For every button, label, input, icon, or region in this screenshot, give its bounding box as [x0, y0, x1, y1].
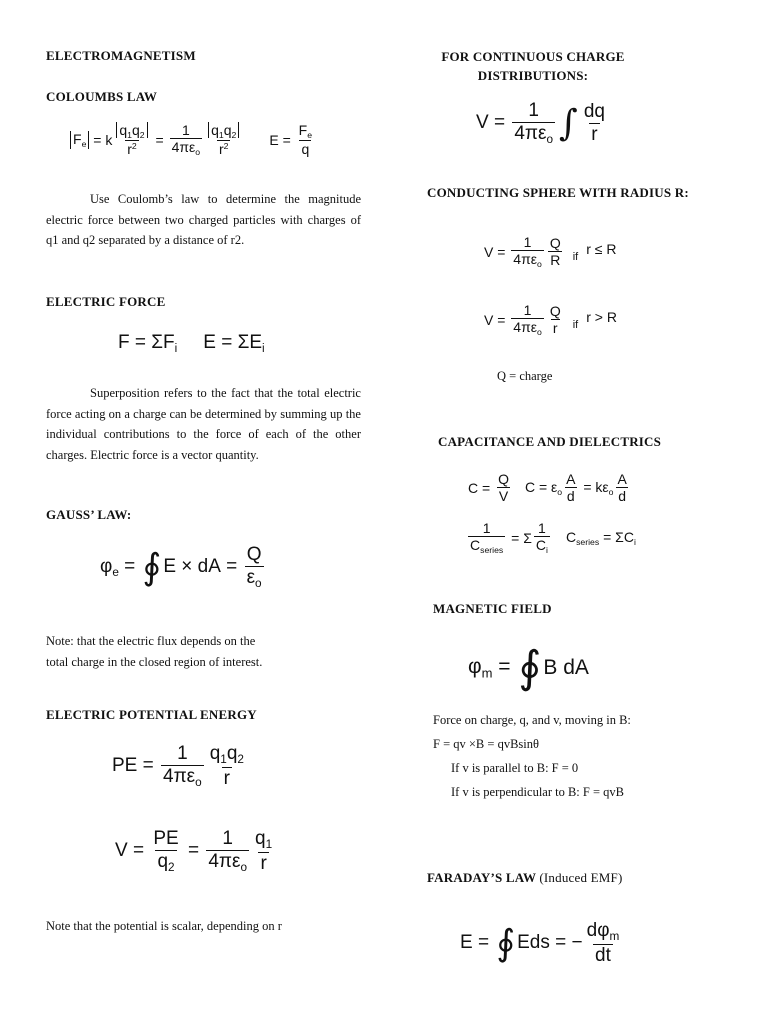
coulomb-description: Use Coulomb’s law to determine the magnitude electric force between two charged particles with charges of q1 and q2 separated by a distance of r2.: [46, 192, 361, 247]
electric-force-formula: $F = \Sigma F_i$ $E = \Sigma E_i$: [118, 332, 265, 356]
magnetic-heading: MAGNETIC FIELD: [433, 601, 552, 616]
sphere-if-2: if: [572, 318, 579, 331]
continuous-heading: [418, 47, 648, 85]
gauss-heading: GAUSS’ LAW:: [46, 507, 132, 522]
electric-force-heading: ELECTRIC FORCE: [46, 294, 166, 309]
faraday-heading: [427, 870, 622, 886]
faraday-heading-sub: (Induced EMF): [539, 870, 623, 885]
continuous-potential-formula: V = $\frac{1}{4\pi\varepsilon_o}$ ∫ $\frac{dq}{r}$: [476, 100, 605, 146]
sphere-formula-inside: V = $\frac{1}{4\pi\varepsilon_o}$ $\frac{Q}{R}$ if r ≤ R: [484, 234, 617, 270]
magnetic-line-1: Force on charge, q, and v, moving in B:: [433, 713, 631, 727]
gauss-note: [46, 631, 376, 672]
potential-note: Note that the potential is scalar, depending on r: [46, 919, 282, 933]
coulomb-heading: COLOUMBS LAW: [46, 89, 158, 104]
potential-formula: V = $\frac{PE}{q_2}$ = $\frac{1}{4\pi\varepsilon_o}$ $\frac{q_1}{r}$: [115, 828, 273, 874]
potential-energy-formula: PE = $\frac{1}{4\pi\varepsilon_o}$ $\frac{q_1q_2}{r}$: [112, 743, 244, 789]
superposition-description: Superposition refers to the fact that the total electric force acting on a charge can be determined by summing up the individual contributions to the force of each of the other charges. Electric force is a vector quantity.: [46, 386, 361, 462]
gauss-formula: $\varphi_e$ = ∮ E × dA = $\frac{Q}{\varepsilon_o}$: [100, 544, 262, 590]
faraday-formula: E = ∮ Eds = − $\frac{d\varphi_m}{dt}$: [460, 920, 620, 966]
document-title: ELECTROMAGNETISM: [46, 48, 196, 63]
sphere-condition-2: r > R: [586, 308, 617, 325]
magnetic-line-2: F = qv ×B = qvBsinθ: [433, 737, 539, 751]
magnetic-force-notes: [433, 708, 753, 804]
magnetic-line-3: If v is parallel to B: F = 0: [451, 761, 579, 775]
magnetic-flux-formula: $\varphi_m$ = ∮ B dA: [468, 642, 589, 693]
capacitance-heading: CAPACITANCE AND DIELECTRICS: [438, 434, 662, 449]
potential-energy-heading: ELECTRIC POTENTIAL ENERGY: [46, 707, 257, 722]
sphere-heading: CONDUCTING SPHERE WITH RADIUS R:: [427, 185, 689, 200]
sphere-condition-1: r ≤ R: [586, 240, 617, 257]
gauss-note-line-1: Note: that the electric flux depends on the: [46, 634, 256, 648]
q-charge-note: Q = charge: [497, 369, 553, 383]
continuous-heading-line-2: DISTRIBUTIONS:: [477, 68, 589, 83]
faraday-heading-title: FARADAY’S LAW: [427, 870, 536, 885]
series-capacitance-formula: $\frac{1}{C_{series}}$ = Σ $\frac{1}{C_i}$ $C_{series} = \Sigma C_i$: [470, 520, 636, 556]
capacitance-formula: C = $\frac{Q}{V}$ $C = \varepsilon_o$ $\frac{A}{d}$ = $k\varepsilon_o$ $\frac{A}{d}$: [468, 471, 627, 505]
sphere-formula-outside: V = $\frac{1}{4\pi\varepsilon_o}$ $\frac{Q}{r}$ if r > R: [484, 302, 617, 338]
continuous-heading-line-1: FOR CONTINUOUS CHARGE: [441, 49, 625, 64]
coulomb-formula: $F_e$ = k $\frac{q_1q_2}{r^2}$ = $\frac{1}{4\pi\varepsilon_o}$ $\frac{q_1q_2}{r^2}$ E = $\frac{F_e}{q}$: [70, 122, 316, 157]
magnetic-line-4: If v is perpendicular to B: F = qvB: [451, 785, 624, 799]
gauss-note-line-2: total charge in the closed region of interest.: [46, 654, 263, 669]
sphere-if-1: if: [572, 250, 579, 263]
